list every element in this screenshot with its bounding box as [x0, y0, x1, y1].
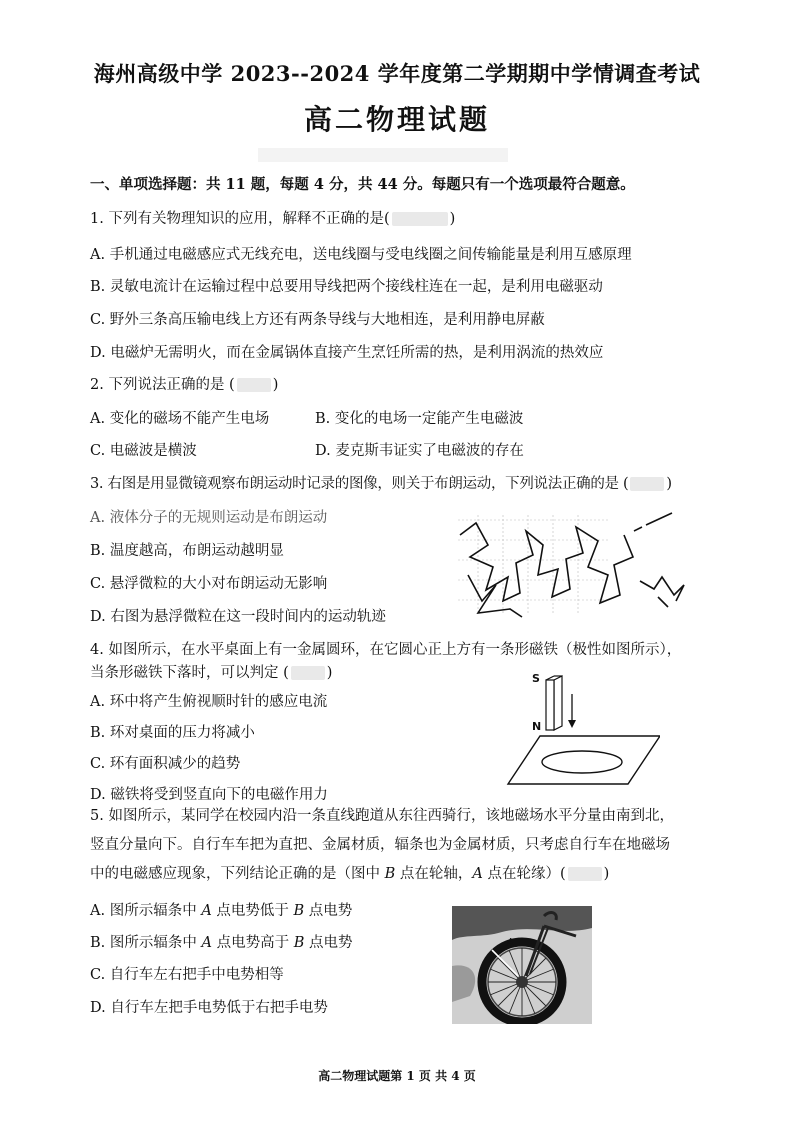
magnet-ring-figure	[500, 672, 660, 792]
spoke-point-a-label: A	[506, 936, 514, 949]
magnet-n-pole-label: N	[532, 720, 542, 733]
q1-option-d: D. 电磁炉无需明火，而在金属锅体直接产生烹饪所需的热，是利用涡流的热效应	[90, 345, 604, 361]
q3-option-a: A. 液体分子的无规则运动是布朗运动	[90, 510, 328, 526]
q3-stem: 3. 右图是用显微镜观察布朗运动时记录的图像，则关于布朗运动，下列说法正确的是 ( )	[90, 476, 672, 492]
q3-option-d: D. 右图为悬浮微粒在这一段时间内的运动轨迹	[90, 609, 386, 625]
exam-title: 海州高级中学 2023--2024 学年度第二学期期中学情调查考试	[93, 61, 701, 86]
q2-option-a: A. 变化的磁场不能产生电场	[90, 411, 270, 427]
bicycle-wheel-photo	[452, 906, 592, 1024]
answer-blank	[237, 378, 271, 392]
answer-blank	[630, 477, 664, 491]
q1-option-b: B. 灵敏电流计在运输过程中总要用导线把两个接线柱连在一起，是利用电磁驱动	[90, 279, 603, 295]
magnet-s-pole-label: S	[532, 672, 540, 685]
answer-blank	[392, 212, 448, 226]
answer-blank	[291, 666, 325, 680]
q1-option-a: A. 手机通过电磁感应式无线充电，送电线圈与受电线圈之间传输能量是利用互感原理	[90, 247, 632, 263]
q4-stem-line1: 4. 如图所示，在水平桌面上有一金属圆环，在它圆心正上方有一条形磁铁（极性如图所示），	[90, 642, 682, 658]
q2-option-c: C. 电磁波是横波	[90, 443, 197, 459]
q1-stem: 1. 下列有关物理知识的应用，解释不正确的是( )	[90, 211, 456, 227]
q4-option-a: A. 环中将产生俯视顺时针的感应电流	[90, 694, 328, 710]
q4-option-b: B. 环对桌面的压力将减小	[90, 725, 255, 741]
q5-stem-line1: 5. 如图所示，某同学在校园内沿一条直线跑道从东往西骑行，该地磁场水平分量由南到北，	[90, 808, 674, 824]
bicycle-wheel-figure	[452, 906, 592, 1024]
q2-stem: 2. 下列说法正确的是 ( )	[90, 377, 279, 393]
q5-stem-line3: 中的电磁感应现象，下列结论正确的是（图中 B 点在轮轴，A 点在轮缘）( )	[90, 866, 610, 882]
q4-stem-line2: 当条形磁铁下落时，可以判定 ( )	[90, 665, 333, 681]
q5-option-b: B. 图所示辐条中 A 点电势高于 B 点电势	[90, 935, 353, 951]
exam-subtitle: 高二物理试题	[303, 103, 490, 136]
q5-option-a: A. 图所示辐条中 A 点电势低于 B 点电势	[90, 903, 353, 919]
answer-blank	[568, 867, 602, 881]
magnet-ring-diagram	[500, 672, 660, 792]
q5-option-d: D. 自行车左把手电势低于右把手电势	[90, 1000, 328, 1016]
scan-smudge	[258, 148, 508, 162]
q1-option-c: C. 野外三条高压输电线上方还有两条导线与大地相连，是利用静电屏蔽	[90, 312, 545, 328]
section-heading: 一、单项选择题：共 11 题，每题 4 分，共 44 分。每题只有一个选项最符合题意。	[90, 176, 635, 193]
q4-option-d: D. 磁铁将受到竖直向下的电磁作用力	[90, 787, 328, 803]
q4-option-c: C. 环有面积减少的趋势	[90, 756, 241, 772]
q3-option-b: B. 温度越高，布朗运动越明显	[90, 543, 284, 559]
q5-option-c: C. 自行车左右把手中电势相等	[90, 967, 284, 983]
page-footer: 高二物理试题第 1 页 共 4 页	[318, 1069, 476, 1083]
q2-option-d: D. 麦克斯韦证实了电磁波的存在	[315, 443, 524, 459]
q5-stem-line2: 竖直分量向下。自行车车把为直把、金属材质，辐条也为金属材质，只考虑自行车在地磁场	[90, 837, 670, 853]
q3-option-c: C. 悬浮微粒的大小对布朗运动无影响	[90, 576, 328, 592]
brownian-motion-figure	[448, 505, 694, 623]
q2-option-b: B. 变化的电场一定能产生电磁波	[315, 411, 524, 427]
